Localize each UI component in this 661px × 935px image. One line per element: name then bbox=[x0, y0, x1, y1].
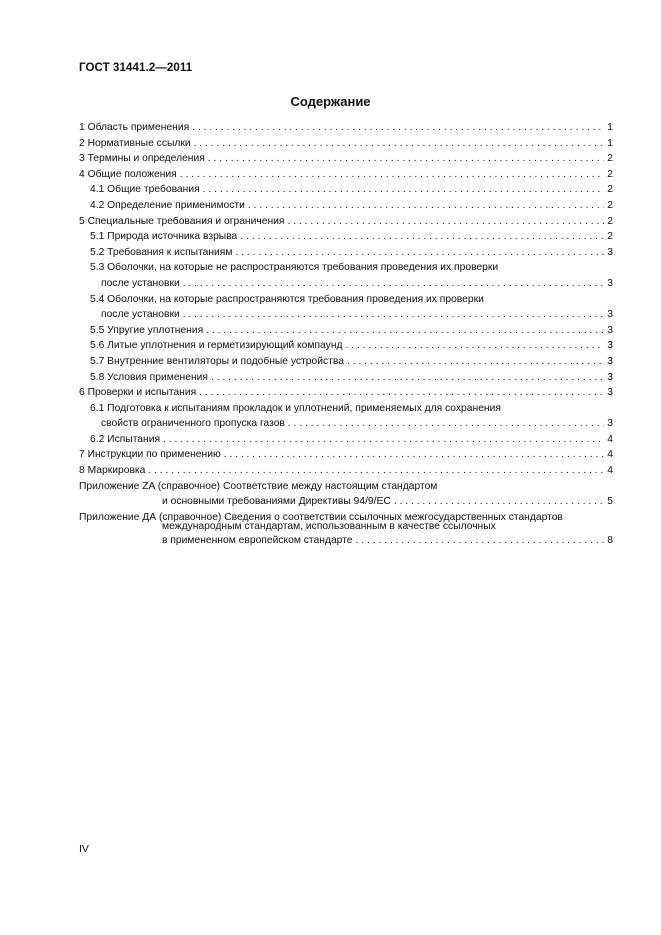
dot-leader bbox=[394, 494, 604, 510]
dot-leader bbox=[356, 533, 605, 549]
toc-entry[interactable] bbox=[79, 151, 613, 167]
toc-entry[interactable] bbox=[79, 167, 613, 183]
dot-leader bbox=[206, 323, 604, 339]
toc-page-number: 3 bbox=[607, 246, 613, 258]
toc-entry-text: 3 Термины и определения bbox=[79, 153, 205, 165]
dot-leader bbox=[346, 338, 605, 354]
toc-entry[interactable] bbox=[79, 447, 613, 463]
toc-page-number: 2 bbox=[607, 231, 613, 243]
toc-entry-text: 5.5 Упругие уплотнения bbox=[90, 324, 204, 336]
toc-page-number: 3 bbox=[607, 387, 613, 399]
toc-entry[interactable] bbox=[79, 198, 613, 214]
toc-entry-text: 5.2 Требования к испытаниям bbox=[90, 246, 233, 258]
toc-entry[interactable] bbox=[79, 229, 613, 245]
toc-entry[interactable] bbox=[79, 245, 613, 261]
dot-leader bbox=[224, 447, 605, 463]
dot-leader bbox=[287, 214, 604, 230]
toc-entry[interactable] bbox=[79, 463, 613, 479]
toc-entry-text: 1 Область применения bbox=[79, 122, 190, 133]
table-of-contents bbox=[79, 120, 613, 549]
dot-leader bbox=[347, 354, 604, 370]
toc-page-number: 3 bbox=[607, 340, 613, 352]
toc-entry[interactable] bbox=[79, 370, 613, 386]
toc-page-number: 3 bbox=[607, 309, 613, 321]
toc-page-number: 1 bbox=[607, 137, 613, 149]
toc-entry[interactable] bbox=[79, 214, 613, 230]
toc-entry-text: 4 Общие положения bbox=[79, 168, 177, 180]
annex-za-line1: Приложение ZA (справочное) Соответствие между настоящим стандартом bbox=[79, 480, 438, 492]
toc-page-number: 4 bbox=[607, 465, 613, 477]
toc-page-number: 2 bbox=[607, 184, 613, 196]
toc-page-number: 5 bbox=[607, 496, 613, 508]
toc-page-number: 3 bbox=[607, 355, 613, 367]
toc-entry-text: 6.2 Испытания bbox=[90, 433, 161, 445]
dot-leader bbox=[199, 385, 604, 401]
toc-entry-text: 4.2 Определение применимости bbox=[90, 199, 245, 211]
annex-da-entry[interactable] bbox=[79, 533, 613, 549]
toc-entry-text: после установки bbox=[101, 309, 180, 321]
standard-code: ГОСТ 31441.2—2011 bbox=[79, 62, 193, 74]
dot-leader bbox=[192, 120, 604, 136]
toc-title: Содержание bbox=[290, 94, 371, 109]
toc-page-number: 2 bbox=[607, 168, 613, 180]
toc-page-number: 4 bbox=[607, 449, 613, 461]
toc-entry-text: и основными требованиями Директивы 94/9/EC bbox=[162, 496, 391, 508]
annex-da-line2: международным стандартам, использованным в качестве ссылочных bbox=[162, 521, 496, 533]
dot-leader bbox=[248, 198, 604, 214]
toc-entry-text: свойств ограниченного пропуска газов bbox=[101, 418, 285, 430]
toc-entry-text: после установки bbox=[101, 277, 180, 289]
toc-entry[interactable] bbox=[79, 354, 613, 370]
dot-leader bbox=[148, 463, 604, 479]
toc-entry-text: 8 Маркировка bbox=[79, 465, 146, 477]
dot-leader bbox=[235, 245, 604, 261]
toc-entry[interactable] bbox=[79, 307, 613, 323]
toc-entry[interactable] bbox=[79, 432, 613, 448]
toc-page-number: 1 bbox=[607, 122, 613, 133]
toc-entry-first-line: 5.4 Оболочки, на которые распространяются требования проведения их проверки bbox=[90, 293, 484, 305]
toc-page-number: 3 bbox=[607, 418, 613, 430]
page-number: IV bbox=[79, 843, 89, 855]
toc-entry[interactable] bbox=[79, 136, 613, 152]
toc-page-number: 8 bbox=[607, 535, 613, 547]
dot-leader bbox=[163, 432, 604, 448]
annex-da-line1: Приложение ДА (справочное) Сведения о соответствии ссылочных межгосударственных стандартов bbox=[79, 511, 563, 523]
dot-leader bbox=[211, 370, 604, 386]
toc-page-number: 3 bbox=[607, 277, 613, 289]
toc-page-number: 2 bbox=[607, 153, 613, 165]
toc-entry-text: в примененном европейском стандарте bbox=[162, 535, 353, 547]
dot-leader bbox=[208, 151, 604, 167]
toc-page-number: 3 bbox=[607, 371, 613, 383]
dot-leader bbox=[180, 167, 605, 183]
toc-entry[interactable] bbox=[79, 182, 613, 198]
dot-leader bbox=[203, 182, 605, 198]
dot-leader bbox=[288, 416, 604, 432]
toc-page-number: 4 bbox=[607, 433, 613, 445]
toc-page-number: 3 bbox=[607, 324, 613, 336]
toc-entry-text: 2 Нормативные ссылки bbox=[79, 137, 191, 149]
dot-leader bbox=[183, 276, 605, 292]
dot-leader bbox=[240, 229, 604, 245]
dot-leader bbox=[183, 307, 605, 323]
toc-entry[interactable] bbox=[79, 338, 613, 354]
toc-entry-first-line: 5.3 Оболочки, на которые не распространяются требования проведения их проверки bbox=[90, 262, 499, 274]
toc-entry-text: 5.8 Условия применения bbox=[90, 371, 208, 383]
toc-page-number: 2 bbox=[607, 199, 613, 211]
toc-entry-text: 5 Специальные требования и ограничения bbox=[79, 215, 285, 227]
toc-entry[interactable] bbox=[79, 385, 613, 401]
toc-entry-first-line: 6.1 Подготовка к испытаниям прокладок и уплотнений, применяемых для сохранения bbox=[90, 402, 501, 414]
toc-page-number: 2 bbox=[607, 215, 613, 227]
dot-leader bbox=[194, 136, 605, 152]
toc-entry-text: 5.7 Внутренние вентиляторы и подобные устройства bbox=[90, 355, 344, 367]
toc-entry-text: 5.6 Литые уплотнения и герметизирующий компаунд bbox=[90, 340, 343, 352]
toc-entry[interactable] bbox=[79, 120, 613, 136]
annex-za-entry[interactable] bbox=[79, 494, 613, 510]
toc-entry-text: 5.1 Природа источника взрыва bbox=[90, 231, 238, 243]
toc-entry-text: 6 Проверки и испытания bbox=[79, 387, 197, 399]
toc-entry[interactable] bbox=[79, 323, 613, 339]
toc-entry-text: 4.1 Общие требования bbox=[90, 184, 200, 196]
toc-entry[interactable] bbox=[79, 276, 613, 292]
toc-entry-text: 7 Инструкции по применению bbox=[79, 449, 221, 461]
toc-entry[interactable] bbox=[79, 416, 613, 432]
